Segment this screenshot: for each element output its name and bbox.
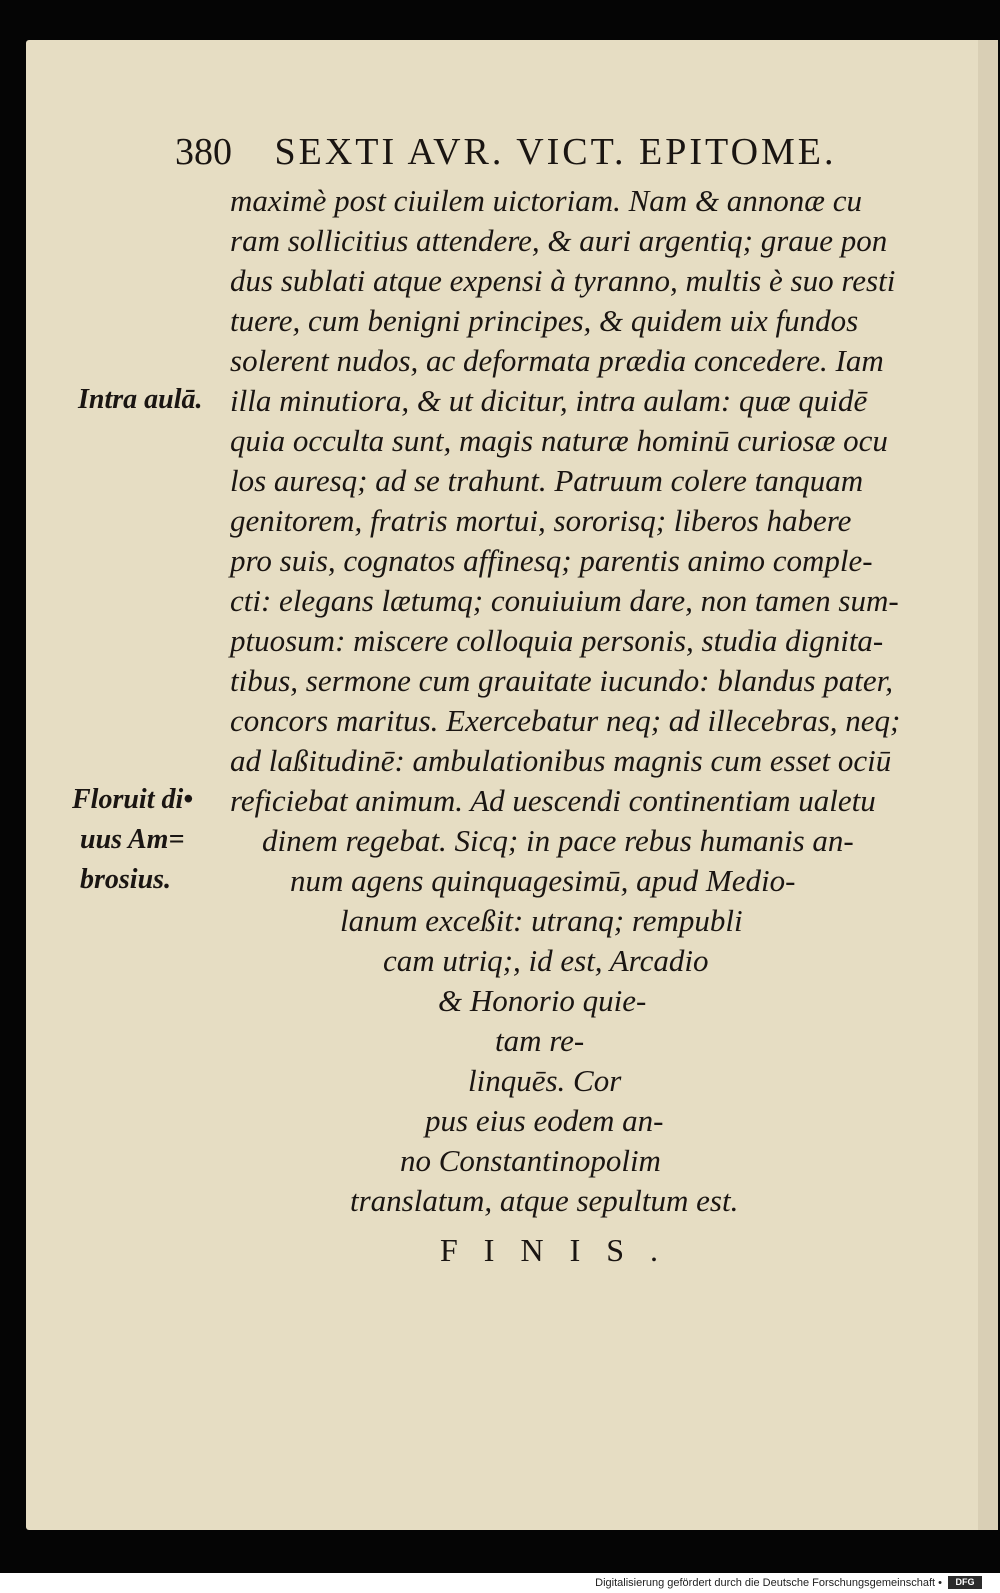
text-line-16: reficiebat animum. Ad uescendi continentiam ualetu [230,783,876,818]
text-line-8: los auresq; ad se trahunt. Patruum colere tanquam [230,463,864,498]
text-line-19: lanum exceßit: utranq; rempubli [340,903,743,938]
margin-note-floruit-2: uus Am= [80,824,185,855]
text-line-25: no Constantinopolim [400,1143,661,1178]
text-line-9: genitorem, fratris mortui, sororisq; liberos habere [230,503,852,538]
text-line-12: ptuosum: miscere colloquia personis, studia dignita- [230,623,884,658]
dfg-logo: DFG [948,1576,982,1589]
page-edge [978,40,998,1530]
text-line-21: & Honorio quie- [438,983,647,1018]
text-line-10: pro suis, cognatos affinesq; parentis animo comple- [230,543,873,578]
text-line-11: cti: elegans lætumq; conuiuium dare, non tamen sum- [230,583,899,618]
digitization-credit: Digitalisierung gefördert durch die Deutsche Forschungsgemeinschaft • [595,1577,942,1589]
finis-label: FINIS. [440,1232,685,1268]
text-line-17: dinem regebat. Sicq; in pace rebus humanis an- [262,823,854,858]
running-title: SEXTI AVR. VICT. EPITOME. [274,131,837,173]
text-line-4: tuere, cum benigni principes, & quidem uix fundos [230,303,859,338]
page-number: 380 [175,131,232,173]
text-line-26: translatum, atque sepultum est. [350,1183,739,1218]
margin-note-intra-aulam: Intra aulā. [78,384,203,415]
running-header [175,130,875,180]
text-line-20: cam utriq;, id est, Arcadio [383,943,709,978]
text-line-3: dus sublati atque expensi à tyranno, multis è suo resti [230,263,896,298]
margin-note-floruit-3: brosius. [80,864,172,895]
text-line-23: linquēs. Cor [468,1063,622,1098]
margin-note-floruit-1: Floruit di• [72,784,194,815]
text-line-7: quia occulta sunt, magis naturæ hominū curiosæ ocu [230,423,888,458]
text-line-6: illa minutiora, & ut dicitur, intra aulam: quæ quidē [230,383,868,418]
text-line-13: tibus, sermone cum grauitate iucundo: blandus pater, [230,663,894,698]
text-line-15: ad laßitudinē: ambulationibus magnis cum esset ociū [230,743,892,778]
text-line-22: tam re- [495,1023,585,1058]
text-line-1: maximè post ciuilem uictoriam. Nam & annonæ cu [230,183,862,218]
text-line-2: ram sollicitius attendere, & auri argentiq; graue pon [230,223,888,258]
text-line-24: pus eius eodem an- [425,1103,664,1138]
text-line-5: solerent nudos, ac deformata prædia concedere. Iam [230,343,884,378]
text-line-18: num agens quinquagesimū, apud Medio- [290,863,796,898]
text-line-14: concors maritus. Exercebatur neq; ad illecebras, neq; [230,703,901,738]
